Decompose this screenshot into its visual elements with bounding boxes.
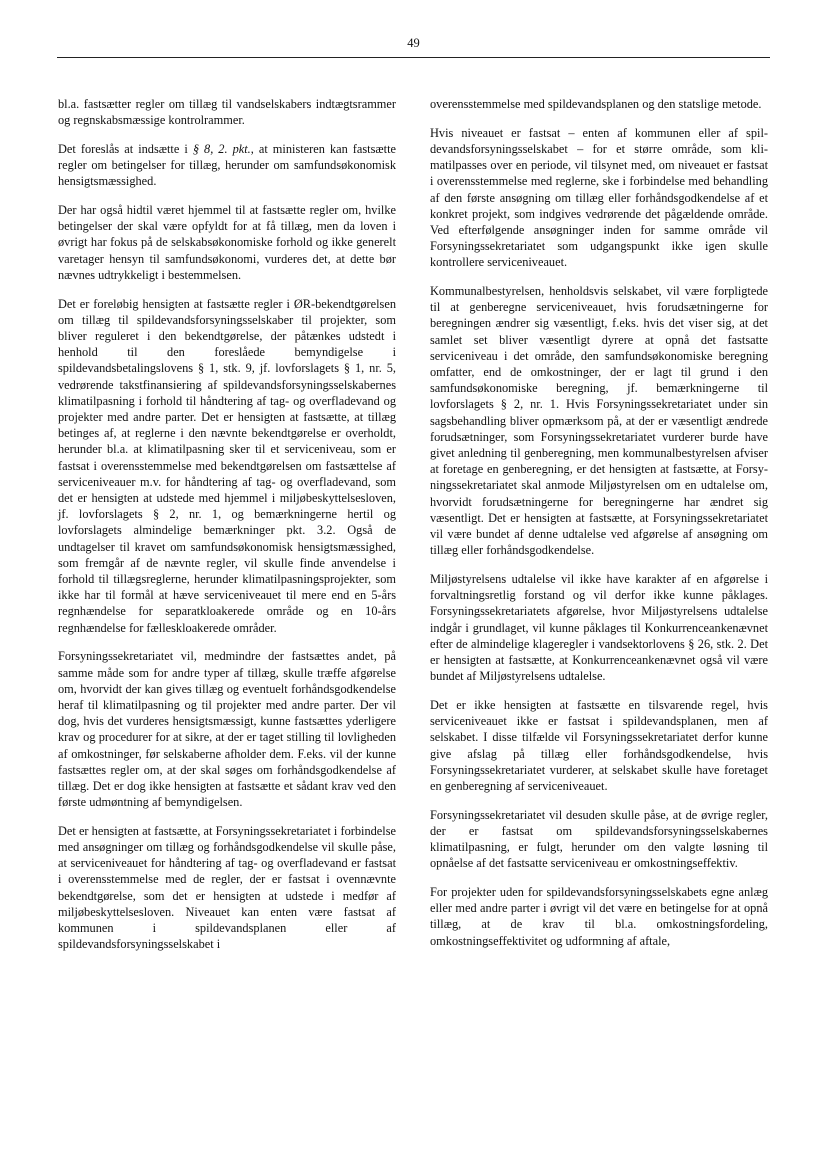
paragraph: Det er foreløbig hensigten at fastsætte regler i ØR-bekendtgørelsen om tillæg til spildevandsforsyningsselskaber til projekter, som bliver reguleret i den bekendtgørelse, der påtænkes udstedt i henhold til den foreslåede bemyndigelse i spildevandsbetalingslovens § 1, stk. 9, jf. lovforslagets § 1, nr. 5, vedrørende takstfinansiering af spildevandsforsyningsselskabernes klimatilpasning i forhold til håndtering af tag- og overfladevand og projekter med andre parter. Det er hensigten at fastsætte, at tillæg betinges af, at reglerne i den nævnte bekendtgørelse er overholdt, herunder bl.a. at klimatilpasning sker til et serviceniveau, som er fastsat i overensstemmelse med bekendtgørelsen om fastsættelse af serviceniveauer m.v. for håndtering af tag- og overfladevand, som det er hensigten at udstede med hjemmel i miljøbeskyttelsesloven, jf. lovforslagets § 2, nr. 1, og bemærkningerne hertil og lovforslagets almindelige bemærkninger pkt. 3.2. Også de undtagelser til kravet om samfundsøkonomisk hensigtsmæssighed, som fremgår af de nævnte regler, vil skulle finde anvendelse i forhold til tillægsreglerne, herunder klimatilpasningsprojekter, som ikke har til formål at hæve serviceniveauet til mere end en 5-års regnhændelse for separatkloakerede område og en 10-års regnhændelse for fælleskloakerede områder. <box>58 296 396 635</box>
paragraph: overensstemmelse med spildevandsplanen og den statslige metode. <box>430 97 762 111</box>
paragraph: bl.a. fastsætter regler om tillæg til vandselskabers indtægtsrammer og regnskabsmæssige kontrolrammer. <box>58 97 396 128</box>
paragraph: For projekter uden for spildevandsforsyningsselskabets egne anlæg eller med andre parter i øvrigt vil det være en betingelse for at opnå tillæg, at de krav til bl.a. omkostningsfordeling, omkostningseffektivitet og udformning af aftale, <box>430 884 768 948</box>
header-rule <box>57 57 770 58</box>
paragraph: Miljøstyrelsens udtalelse vil ikke have karakter af en afgørelse i forvaltningsretlig forstand og vil derfor ikke kunne påklages. Forsyningssekretariatets afgørelse, hvor Miljøstyrelsens udtalelse indgår i grundlaget, vil kunne påklages til Konkurrenceankenævnet efter de almindelige klageregler i vandsektorlovens § 26, stk. 2. Det er hensigten at fastsætte, at Konkurrenceankenævnet også vil være bundet af Miljøstyrelsens udtalelse. <box>430 571 768 684</box>
page-number: 49 <box>407 36 420 50</box>
paragraph <box>58 141 396 190</box>
paragraph: Det er ikke hensigten at fastsætte en tilsvarende regel, hvis serviceniveauet ikke er fastsat i spildevandsplanen, men af selskabet. I disse tilfælde vil Forsyningssekretariatet derfor kunne give afslag på tillæg eller forhåndsgodkendelse, hvis Forsyningssekretariatet vurderer, at selskabet skulle have foretaget en genberegning af serviceniveauet. <box>430 697 768 793</box>
paragraph: Der har også hidtil været hjemmel til at fastsætte regler om, hvilke betingelser der skal være opfyldt for at få tillæg, men da loven i øvrigt har fokus på de selskabsøkonomiske forhold og ikke generelt varetager hensyn til samfundsøkonomi, vurderes det, at dette bør nævnes udtrykkeligt i bestemmelsen. <box>58 203 396 282</box>
section-reference: § 8, 2. pkt. <box>192 141 251 156</box>
paragraph-text: , at ministeren kan fastsætte regler om betingelser for tillæg, herunder om samfundsøkonomisk hensigtsmæssighed. <box>58 141 396 189</box>
paragraph: Det er hensigten at fastsætte, at Forsyningssekretariatet i forbindelse med ansøgninger om tillæg og forhåndsgodkendelse vil skulle påse, at serviceniveauet for håndtering af tag- og overfladevand er fastsat i overensstemmelse med de regler, der er fastsat i ovennævnte bekendtgørelse, som det er hensigten at udstede i medfør af miljøbeskyttelsesloven. Niveauet kan enten være fastsat af kommunen i spildevandsplanen eller af spildevandsforsyningsselskabet i <box>58 823 396 952</box>
paragraph: Forsyningssekretariatet vil desuden skulle påse, at de øvrige regler, der er fastsat om spildevandsforsyningsselskabernes klimatilpasning, er fulgt, herunder om den valgte løsning til opnåelse af det fastsatte serviceniveau er omkostningseffektiv. <box>430 807 768 871</box>
paragraph: Kommunalbestyrelsen, henholdsvis selskabet, vil være forpligtede til at genberegne serviceniveauet, hvis forudsætningerne for beregningen ændrer sig væsentligt, f.eks. hvis det viser sig, at det samlet set bliver væsentligt dyrere at opnå det fastsatte serviceniveau i det område, den samfundsøkonomiske beregning omfatter, end de omkostninger, der er lagt til grund i den samfundsøkonomiske beregning, jf. bemærkningerne til lovforslagets § 2, nr. 1. Hvis Forsyningssekretariatet under sin sagsbehandling bliver opmærksom på, at der er væsentligt ændrede forudsætninger, som Forsyningssekretariatet vurderer burde have givet anledning til genberegning, men kommunalbestyrelsen afviser at foretage en genberegning, er det hensigten at fastsætte, at Forsyningssekretariatet skal anmode Miljøstyrelsen om en udtalelse om, hvorvidt forudsætningerne for beregningerne har ændret sig væsentligt. Det er hensigten at fastsætte, at Forsyningssekretariatet vil være bundet af denne udtalelse ved afgørelse af ansøgning om tillæg eller forhåndsgodkendelse. <box>430 284 768 558</box>
paragraph: Hvis niveauet er fastsat – enten af kommunen eller af spildevandsforsyningsselskabet – for et større område, som klimatilpasses over en periode, vil tilsynet med, om niveauet er fastsat i overensstemmelse med reglerne, ske i forbindelse med behandling af den første ansøgning om tillæg eller forhåndsgodkendelse af et konkret projekt, som indgives vedrørende det pågældende område. Ved efterfølgende ansøgninger inden for samme område vil Forsyningssekretariatet som udgangspunkt ikke igen skulle kontrollere serviceniveauet. <box>430 125 768 270</box>
left-column <box>58 96 396 952</box>
right-column <box>430 96 768 949</box>
paragraph: Forsyningssekretariatet vil, medmindre der fastsættes andet, på samme måde som for andre typer af tillæg, skulle træffe afgørelse om, hvorvidt der kan gives tillæg og eventuelt forhåndsgodkendelse heraf til klimatilpasning og til projekter med andre parter. Der vil dog, hvis det vurderes hensigtsmæssigt, kunne fastsættes yderligere krav og procedurer for at sikre, at der er taget stilling til lovligheden af omkostninger, før selskaberne afholder dem. F.eks. vil der kunne fastsættes regler om, at der skal søges om forhåndsgodkendelse af tillæg. Det er dog ikke hensigten at fastsætte et sådant krav ved den første udmøntning af bemyndigelsen. <box>58 649 396 810</box>
paragraph-text: Det foreslås at indsætte i <box>58 141 193 156</box>
